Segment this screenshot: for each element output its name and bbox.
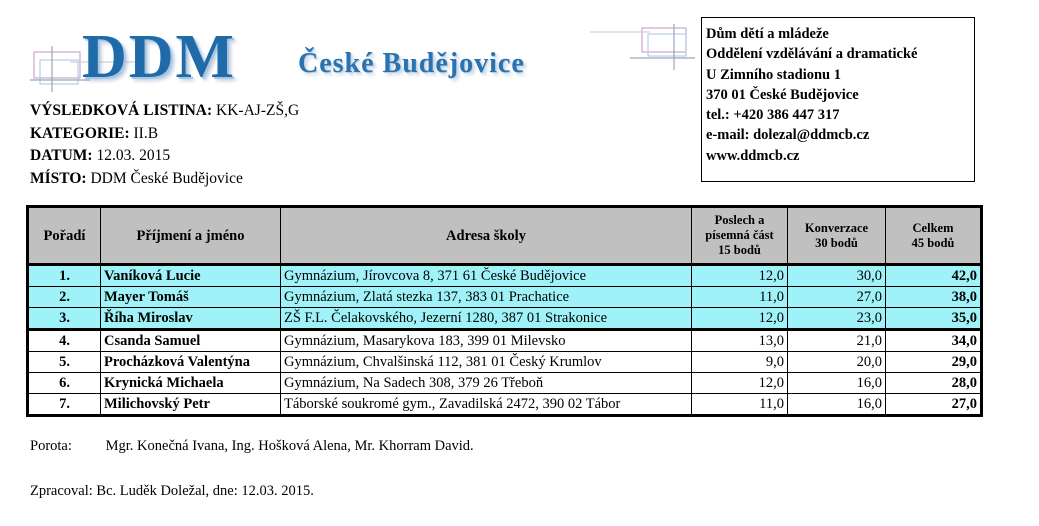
org-website: www.ddmcb.cz — [706, 147, 800, 164]
cell-listening: 12,0 — [692, 308, 788, 330]
org-name: Dům dětí a mládeže — [706, 26, 829, 42]
cell-name: Krynická Michaela — [101, 373, 281, 394]
org-street: U Zimního stadionu 1 — [706, 66, 841, 83]
meta-place-label: MÍSTO: — [30, 169, 87, 187]
cell-name: Říha Miroslav — [101, 308, 281, 330]
org-email: e-mail: dolezal@ddmcb.cz — [706, 127, 870, 144]
jury-label: Porota: — [30, 438, 72, 454]
cell-listening: 13,0 — [692, 330, 788, 352]
cell-rank: 3. — [28, 308, 101, 330]
table-row — [28, 394, 982, 416]
cell-total: 42,0 — [886, 265, 982, 287]
cell-name: Csanda Samuel — [101, 330, 281, 352]
header-conversation-line1: Konverzace — [804, 220, 869, 235]
cell-school: Gymnázium, Chvalšinská 112, 381 01 Český Krumlov — [281, 352, 692, 373]
meta-category-row — [30, 123, 299, 146]
cell-total: 35,0 — [886, 308, 982, 330]
meta-list-label: VÝSLEDKOVÁ LISTINA: — [30, 102, 213, 119]
cell-name: Mayer Tomáš — [101, 287, 281, 308]
jury-line — [30, 438, 474, 455]
logo-ddm-text: DDM — [82, 23, 237, 91]
cell-name: Milichovský Petr — [101, 394, 281, 416]
header-total-line2: 45 bodů — [911, 235, 955, 250]
table-row — [28, 308, 982, 330]
header-listening-line2: písemná část — [705, 228, 774, 242]
header-school: Adresa školy — [281, 207, 692, 265]
header-rank: Pořadí — [28, 207, 101, 265]
cell-listening: 11,0 — [692, 394, 788, 416]
header-listening-line1: Poslech a — [714, 213, 765, 227]
table-row — [28, 265, 982, 287]
table-row — [28, 287, 982, 308]
header-conversation-line2: 30 bodů — [815, 235, 858, 250]
meta-date-value: 12.03. 2015 — [96, 147, 171, 165]
cell-conversation: 27,0 — [788, 287, 886, 308]
cell-conversation: 16,0 — [788, 394, 886, 416]
cell-name: Procházková Valentýna — [101, 352, 281, 373]
cell-conversation: 23,0 — [788, 308, 886, 330]
cell-rank: 1. — [28, 265, 101, 287]
meta-list-row — [30, 100, 299, 123]
header-total — [886, 207, 982, 265]
cell-total: 38,0 — [886, 287, 982, 308]
meta-list-value: KK-AJ-ZŠ,G — [216, 102, 300, 119]
header-listening-line3: 15 bodů — [718, 243, 761, 257]
cell-school: ZŠ F.L. Čelakovského, Jezerní 1280, 387 01 Strakonice — [281, 308, 692, 330]
jury-members: Mgr. Konečná Ivana, Ing. Hošková Alena, Mr. Khorram David. — [105, 438, 474, 454]
table-row — [28, 330, 982, 352]
cell-total: 27,0 — [886, 394, 982, 416]
cell-listening: 12,0 — [692, 265, 788, 287]
logo-city-text: České Budějovice — [298, 48, 525, 79]
meta-date-row — [30, 145, 299, 168]
meta-category-value: II.B — [133, 124, 159, 142]
header-conversation — [788, 207, 886, 265]
cell-conversation: 16,0 — [788, 373, 886, 394]
org-phone: tel.: +420 386 447 317 — [706, 107, 840, 124]
org-city: 370 01 České Budějovice — [706, 86, 859, 103]
meta-place-row — [30, 168, 299, 191]
meta-category-label: KATEGORIE: — [30, 124, 130, 142]
cell-school: Gymnázium, Masarykova 183, 399 01 Milevsko — [281, 330, 692, 352]
results-table — [26, 205, 983, 417]
header-name: Příjmení a jméno — [101, 207, 281, 265]
header-listening — [692, 207, 788, 265]
cell-rank: 7. — [28, 394, 101, 416]
meta-place-value: DDM České Budějovice — [90, 169, 243, 187]
result-meta — [30, 100, 299, 190]
meta-date-label: DATUM: — [30, 147, 93, 165]
cell-listening: 9,0 — [692, 352, 788, 373]
cell-rank: 6. — [28, 373, 101, 394]
cell-total: 34,0 — [886, 330, 982, 352]
prepared-by-line: Zpracoval: Bc. Luděk Doležal, dne: 12.03. 2015. — [30, 483, 314, 499]
table-header-row — [28, 207, 982, 265]
cell-listening: 12,0 — [692, 373, 788, 394]
cell-conversation: 21,0 — [788, 330, 886, 352]
cell-school: Gymnázium, Jírovcova 8, 371 61 České Budějovice — [281, 265, 692, 287]
cell-listening: 11,0 — [692, 287, 788, 308]
table-row — [28, 373, 982, 394]
organization-box — [701, 17, 975, 182]
header-total-line1: Celkem — [912, 220, 954, 235]
ddm-logo — [30, 22, 695, 100]
cell-rank: 2. — [28, 287, 101, 308]
cell-total: 29,0 — [886, 352, 982, 373]
cell-rank: 5. — [28, 352, 101, 373]
cell-school: Gymnázium, Na Sadech 308, 379 26 Třeboň — [281, 373, 692, 394]
cell-school: Gymnázium, Zlatá stezka 137, 383 01 Prachatice — [281, 287, 692, 308]
cell-rank: 4. — [28, 330, 101, 352]
cell-school: Táborské soukromé gym., Zavadilská 2472, 390 02 Tábor — [281, 394, 692, 416]
cell-conversation: 20,0 — [788, 352, 886, 373]
table-row — [28, 352, 982, 373]
cell-name: Vaníková Lucie — [101, 265, 281, 287]
org-department: Oddělení vzdělávání a dramatické — [706, 46, 918, 63]
cell-conversation: 30,0 — [788, 265, 886, 287]
cell-total: 28,0 — [886, 373, 982, 394]
